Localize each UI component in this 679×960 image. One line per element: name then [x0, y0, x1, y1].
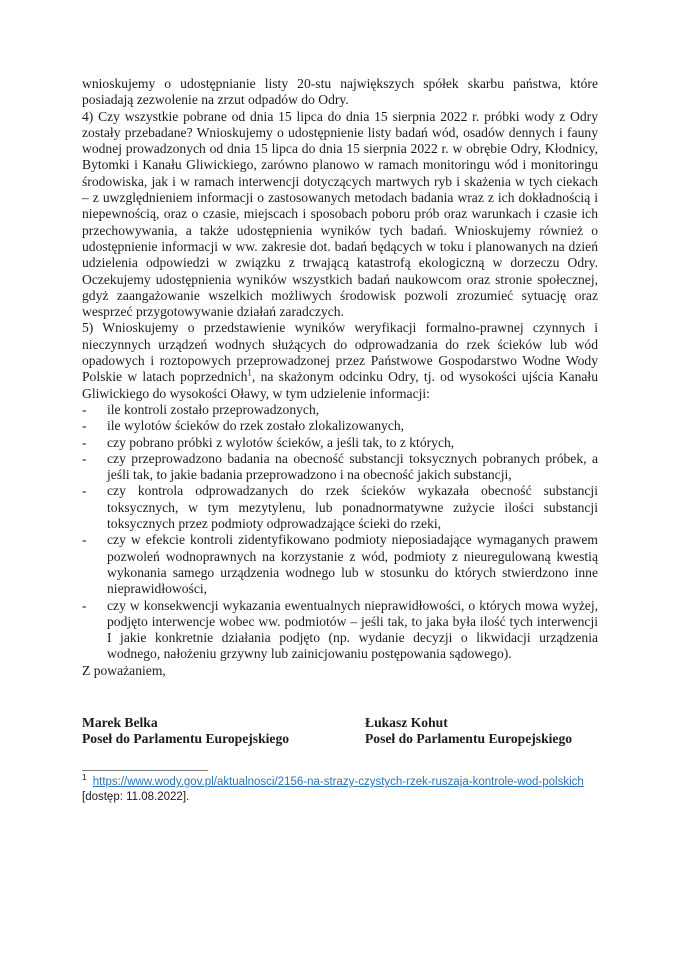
dash-marker: - [82, 401, 87, 417]
dash-marker: - [82, 532, 87, 548]
list-item [82, 532, 598, 597]
list-item [82, 483, 598, 532]
signatory-name: Łukasz Kohut [365, 714, 448, 730]
list-item [82, 402, 598, 418]
dash-marker: - [82, 597, 87, 613]
request-list [82, 402, 598, 663]
dash-marker: - [82, 450, 87, 466]
signature-left [82, 715, 365, 748]
dash-marker: - [82, 483, 87, 499]
footnote-link[interactable]: https://www.wody.gov.pl/aktualnosci/2156-na-strazy-czystych-rzek-ruszaja-kontrole-wod-polskich [92, 775, 584, 788]
signatory-name: Marek Belka [82, 714, 158, 730]
dash-marker: - [82, 434, 87, 450]
signature-right [365, 715, 598, 748]
list-item [82, 435, 598, 451]
list-item-text: ile kontroli zostało przeprowadzonych, [107, 401, 320, 417]
list-item-text: czy w efekcie kontroli zidentyfikowano podmioty nieposiadające wymaganych prawem pozwoleń wodnoprawnych na korzystanie z wód, podmioty z nieuregulowaną kwestią wykonania samego urządzenia wodnego lub w stosunku do których stwierdzono inne nieprawidłowości, [107, 532, 598, 597]
signatory-title: Poseł do Parlamentu Europejskiego [82, 731, 290, 747]
list-item-text: czy kontrola odprowadzanych do rzek ścieków wykazała obecność substancji toksycznych, w tym mezytylenu, lub ponadnormatywne zużycie ilości substancji toksycznych przez podmioty odprowadzające ścieki do rzeki, [107, 483, 598, 532]
list-item-text: czy pobrano próbki z wylotów ścieków, a jeśli tak, to z których, [107, 434, 455, 450]
paragraph-5 [82, 320, 598, 401]
signature-row [82, 715, 598, 748]
closing-salutation: Z poważaniem, [82, 662, 166, 678]
footnote-separator [82, 770, 208, 771]
dash-marker: - [82, 418, 87, 434]
footnote-marker: 1 [82, 772, 87, 783]
paragraph-4: 4) Czy wszystkie pobrane od dnia 15 lipca do dnia 15 sierpnia 2022 r. próbki wody z Odry zostały przebadane? Wnioskujemy o udostępnienie listy badań wód, osadów dennych i fauny wodnej prowadzonych od dnia 15 lipca do dnia 15 sierpnia 2022 r. w obrębie Odry, Kłodnicy, Bytomki i Kanału Gliwickiego, zarówno planowo w ramach monitoringu wód i monitoringu środowiska, jak i w ramach interwencji dotyczących martwych ryb i skażenia w tych ciekach – z uwzględnieniem informacji o zastosowanych metodach badania wraz z ich dokładnością i niepewnością, oraz o czasie, miejscach i sposobach poboru prób oraz warunkach i czasie ich przechowywania, a także udostępnienia wyników tych badań. Wnioskujemy również o udostępnienie informacji w ww. zakresie dot. badań będących w toku i planowanych na dzień udzielenia odpowiedzi w związku z trwającą katastrofą ekologiczną w dorzeczu Odry. Oczekujemy udostępnienia wyników wszystkich badań naukowcom oraz stronie społecznej, gdyż zaangażowanie wszelkich możliwych środowisk pozwoli zrozumieć sytuację oraz wesprzeć przygotowywanie działań zaradczych. [82, 108, 598, 320]
list-item [82, 598, 598, 663]
paragraph-5-text-after-ref: , na skażonym odcinku Odry, tj. od wysokości ujścia Kanału Gliwickiego do wysokości Oławy, w tym udzielenie informacji: [82, 369, 598, 401]
list-item-text: ile wylotów ścieków do rzek zostało zlokalizowanych, [107, 418, 405, 434]
signatory-title: Poseł do Parlamentu Europejskiego [365, 731, 573, 747]
footnote-access-date: [dostęp: 11.08.2022]. [82, 791, 190, 804]
footnote-reference: 1 [247, 367, 252, 378]
list-item-text: czy w konsekwencji wykazania ewentualnych nieprawidłowości, o których mowa wyżej, podjęto interwencje wobec ww. podmiotów – jeśli tak, to jaka była ilość tych interwencji I jakie konkretnie działania podjęto (np. wydanie decyzji o likwidacji urządzenia wodnego, nałożeniu grzywny lub zainicjowaniu postępowania sądowego). [107, 597, 598, 662]
list-item-text: czy przeprowadzono badania na obecność substancji toksycznych pobranych próbek, a jeśli tak, to jakie badania przeprowadzono i na obecność jakich substancji, [107, 450, 598, 483]
list-item [82, 451, 598, 484]
footnote [82, 772, 598, 806]
intro-paragraph: wnioskujemy o udostępnianie listy 20-stu największych spółek skarbu państwa, które posiadają zezwolenie na zrzut odpadów do Odry. [82, 76, 598, 108]
paragraph-5-text: 5) Wnioskujemy o przedstawienie wyników weryfikacji formalno-prawnej czynnych i nieczynnych urządzeń wodnych służących do odprowadzania do rzek ścieków lub wód opadowych i roztopowych przeprowadzonej przez Państwowe Gospodarstwo Wodne Wody Polskie w latach poprzednich [82, 320, 598, 385]
list-item [82, 418, 598, 434]
